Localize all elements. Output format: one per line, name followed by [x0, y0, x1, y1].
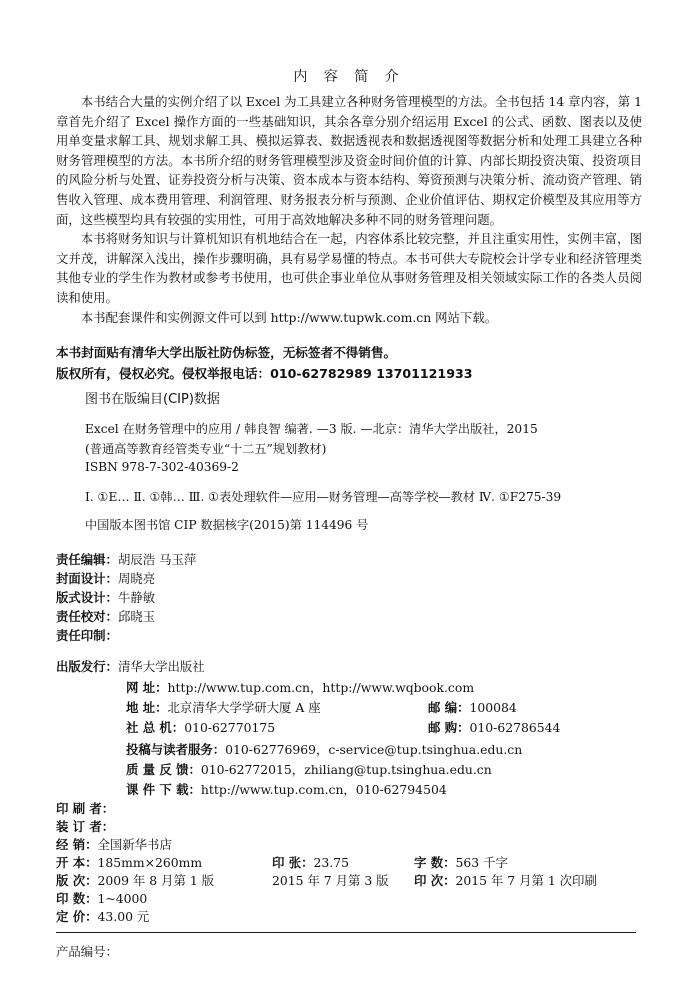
credit-label: 责任印制： [56, 628, 118, 643]
print-run-row [56, 889, 147, 907]
publisher-name: 清华大学出版社 [117, 659, 205, 674]
credit-value: 周晓亮 [117, 571, 156, 586]
sheets-value: 23.75 [313, 855, 349, 870]
intro-section [56, 92, 642, 327]
sheets-label: 印 张： [272, 855, 314, 870]
quality-feedback-row [126, 760, 492, 778]
website-row [126, 678, 474, 696]
credit-label: 责任编辑： [56, 552, 118, 567]
publisher-label: 出版发行： [56, 659, 118, 674]
printer-row [56, 799, 114, 817]
copyright-notice: 版权所有，侵权必究。侵权举报电话：010-62782989 13701121933 [56, 366, 473, 381]
credit-value: 牛静敏 [117, 590, 156, 605]
impression-value: 2015 年 7 月第 1 次印刷 [455, 873, 597, 888]
quality-feedback-label: 质 量 反 馈： [126, 762, 201, 777]
format-value: 185mm×260mm [97, 855, 203, 870]
distributor-label: 经 销： [56, 837, 98, 852]
cip-classification: Ⅰ. ①E… Ⅱ. ①韩… Ⅲ. ①表处理软件—应用—财务管理—高等学校—教材 Ⅳ. ①F275-39 [85, 490, 562, 504]
credit-value: 邱晓玉 [117, 609, 156, 624]
printer-label: 印 刷 者： [56, 801, 115, 816]
mail-order-row [428, 718, 560, 736]
contribution-value: 010-62776969，c-service@tup.tsinghua.edu.cn [225, 742, 523, 757]
binder-row [56, 817, 114, 835]
print-run-value: 1~4000 [97, 891, 148, 906]
credit-value: 胡辰浩 马玉萍 [117, 552, 197, 567]
address-label: 地 址： [126, 700, 168, 715]
credit-label: 责任校对： [56, 609, 118, 624]
postcode-label: 邮 编： [428, 700, 470, 715]
credit-row [56, 550, 196, 568]
postcode-row [428, 698, 517, 716]
cip-line: Excel 在财务管理中的应用 / 韩良智 编著. —3 版. —北京：清华大学出版社，2015 [85, 422, 538, 436]
website-label: 网 址： [126, 680, 168, 695]
publisher-row [56, 657, 205, 675]
intro-paragraph-3: 本书配套课件和实例源文件可以到 http://www.tupwk.com.cn 网站下载。 [80, 309, 498, 325]
switchboard-value: 010-62770175 [184, 720, 276, 735]
price-label: 定 价： [56, 909, 98, 924]
mail-order-value: 010-62786544 [469, 720, 561, 735]
cip-approval-number: 中国版本图书馆 CIP 数据核字(2015)第 114496 号 [85, 518, 369, 532]
switchboard-row [126, 718, 275, 736]
word-count-label: 字 数： [414, 855, 456, 870]
courseware-download-value: http://www.tup.com.cn，010-62794504 [200, 782, 447, 797]
print-run-label: 印 数： [56, 891, 98, 906]
credit-row [56, 607, 155, 625]
contribution-label: 投稿与读者服务： [126, 742, 226, 757]
format-label: 开 本： [56, 855, 98, 870]
edition-label: 版 次： [56, 873, 98, 888]
mail-order-label: 邮 购： [428, 720, 470, 735]
edition-value: 2009 年 8 月第 1 版 [97, 873, 215, 888]
website-value: http://www.tup.com.cn，http://www.wqbook.com [167, 680, 475, 695]
credit-label: 版式设计： [56, 590, 118, 605]
switchboard-label: 社 总 机： [126, 720, 185, 735]
page-title: 内 容 简 介 [293, 69, 405, 85]
credit-label: 封面设计： [56, 571, 118, 586]
credit-row [56, 626, 118, 644]
credit-row [56, 588, 155, 606]
distributor-row [56, 835, 172, 853]
anti-counterfeit-notice: 本书封面贴有清华大学出版社防伪标签，无标签者不得销售。 [56, 345, 397, 360]
postcode-value: 100084 [469, 700, 517, 715]
divider [56, 932, 636, 933]
price-value: 43.00 元 [97, 909, 150, 924]
binder-label: 装 订 者： [56, 819, 115, 834]
intro-paragraph-1: 本书结合大量的实例介绍了以 Excel 为工具建立各种财务管理模型的方法。全书包括 14 章内容，第 1 章首先介绍了 Excel 操作方面的一些基础知识，其余各章分别介绍运用 Excel 的公式、函数、图表以及使用单变量求解工具、规划求解工具、模拟运算表、数据透视表和数据透视图等数据分析和处理工具建立各种财务管理模型的方法。本书所介绍的财务管理模型涉及资金时间价值的计算、内部长期投资决策、投资项目的风险分析与处置、证券投资分析与决策、资本成本与资本结构、筹资预测与决策分析、流动资产管理、销售收入管理、成本费用管理、利润管理、财务报表分析与预测、企业价值评估、期权定价模型及其应用等方面，这些模型均具有较强的实用性，可用于高效地解决多种不同的财务管理问题。 [56, 94, 642, 227]
edition-value-current: 2015 年 7 月第 3 版 [272, 873, 389, 888]
cip-line: (普通高等教育经管类专业“十二五”规划教材) [85, 442, 327, 456]
intro-paragraph-2: 本书将财务知识与计算机知识有机地结合在一起，内容体系比较完整，并且注重实用性，实例丰富，图文并茂，讲解深入浅出，操作步骤明确，具有易学易懂的特点。本书可供大专院校会计学专业和经济管理类其他专业的学生作为教材或参考书使用，也可供企事业单位从事财务管理及相关领域实际工作的各类人员阅读和使用。 [56, 231, 642, 305]
address-value: 北京清华大学学研大厦 A 座 [167, 700, 321, 715]
quality-feedback-value: 010-62772015，zhiliang@tup.tsinghua.edu.cn [200, 762, 492, 777]
price-row [56, 907, 149, 925]
impression-label: 印 次： [414, 873, 456, 888]
contribution-row [126, 740, 522, 758]
courseware-download-row [126, 780, 447, 798]
credit-row [56, 569, 155, 587]
cip-heading: 图书在版编目(CIP)数据 [85, 392, 220, 407]
distributor-value: 全国新华书店 [97, 837, 172, 852]
courseware-download-label: 课 件 下 载： [126, 782, 201, 797]
cip-isbn: ISBN 978-7-302-40369-2 [85, 460, 239, 474]
word-count-value: 563 千字 [455, 855, 508, 870]
address-row [126, 698, 321, 716]
product-number-label: 产品编号： [56, 944, 118, 959]
